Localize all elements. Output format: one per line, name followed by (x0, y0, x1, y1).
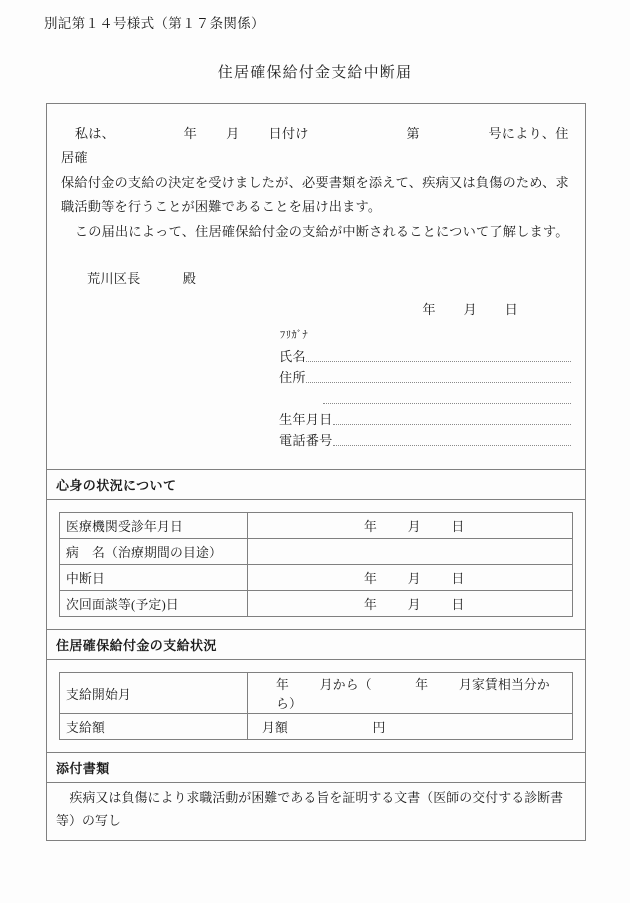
declaration-line-3: 職活動等を行うことが困難であることを届け出ます。 (61, 199, 382, 215)
section-health-table-wrap (47, 500, 585, 629)
form-main-box (46, 103, 586, 841)
health-row-2-month: 月 (407, 572, 421, 587)
applicant-address-cont-row (279, 386, 571, 407)
submission-year-label: 年 (422, 302, 436, 318)
addressee-line (61, 268, 571, 287)
applicant-birthdate-input[interactable] (333, 424, 571, 425)
submission-date-line (61, 299, 571, 318)
payment-start-label: 支給開始月 (60, 673, 248, 714)
health-row-0-month: 月 (407, 520, 421, 535)
applicant-name-input[interactable] (306, 361, 571, 362)
health-row-0-year: 年 (364, 520, 377, 535)
health-row-2-value[interactable] (248, 565, 573, 591)
health-row-1-label: 病 名（治療期間の目途） (60, 539, 248, 565)
payment-status-table (59, 672, 573, 740)
table-row (60, 714, 573, 740)
form-code-label: 別記第１４号様式（第１７条関係） (44, 16, 265, 31)
health-row-0-value[interactable] (248, 513, 573, 539)
declaration-day-duke: 日付け (268, 126, 309, 141)
table-row (60, 591, 573, 617)
applicant-name-label: 氏名 (279, 349, 306, 365)
declaration-month: 月 (226, 126, 240, 141)
applicant-birthdate-row (279, 407, 571, 428)
section-payment-table-wrap (47, 660, 585, 752)
health-row-2-day: 日 (451, 572, 465, 587)
payment-start-month-rent: 月家賃相当分から） (276, 678, 550, 712)
furigana-label: ﾌﾘｶﾞﾅ (280, 329, 309, 342)
table-row (60, 513, 573, 539)
applicant-birthdate-label: 生年月日 (279, 412, 333, 428)
applicant-phone-row (279, 428, 571, 449)
payment-amount-label: 支給額 (60, 714, 248, 740)
section-health-heading: 心身の状況について (47, 469, 585, 500)
health-row-0-label: 医療機関受診年月日 (60, 513, 248, 539)
submission-day-label: 日 (504, 302, 518, 318)
declaration-gou: 号により、住居確 (61, 126, 569, 166)
table-row (60, 565, 573, 591)
declaration-line-4: この届出によって、住居確保給付金の支給が中断されることについて了解します。 (74, 223, 569, 239)
declaration-block (47, 104, 585, 469)
table-row (60, 673, 573, 714)
declaration-year: 年 (183, 126, 198, 141)
health-row-3-label: 次回面談等(予定)日 (60, 591, 248, 617)
health-row-2-label: 中断日 (60, 565, 248, 591)
addressee-name: 荒川区長 (87, 271, 141, 287)
payment-start-year2: 年 (415, 678, 429, 693)
health-row-3-year: 年 (364, 598, 377, 613)
applicant-address-row (279, 365, 571, 386)
applicant-address-label: 住所 (279, 370, 306, 386)
health-row-0-day: 日 (451, 520, 465, 535)
table-row (60, 539, 573, 565)
payment-start-value[interactable] (248, 673, 573, 714)
addressee-honorific: 殿 (182, 271, 197, 287)
applicant-phone-label: 電話番号 (279, 433, 333, 449)
section-attachment-body: 疾病又は負傷により求職活動が困難である旨を証明する文書（医師の交付する診断書等）の写し (56, 791, 564, 828)
health-row-3-day: 日 (451, 598, 465, 613)
payment-amount-value[interactable] (248, 714, 573, 740)
submission-month-label: 月 (463, 302, 477, 318)
payment-amount-monthly-label: 月額 (262, 721, 288, 736)
health-row-3-month: 月 (407, 598, 421, 613)
applicant-address-cont-input[interactable] (323, 403, 571, 404)
payment-amount-unit: 円 (372, 721, 386, 736)
applicant-address-input[interactable] (306, 382, 571, 383)
health-row-1-value[interactable] (248, 539, 573, 565)
payment-start-month-from: 月から（ (319, 678, 372, 693)
health-condition-table (59, 512, 573, 617)
health-row-2-year: 年 (364, 572, 377, 587)
section-attachment-heading: 添付書類 (47, 752, 585, 783)
section-payment-heading: 住居確保給付金の支給状況 (47, 629, 585, 660)
applicant-phone-input[interactable] (333, 445, 571, 446)
payment-start-year: 年 (276, 678, 289, 693)
declaration-watashiwa: 私は、 (74, 126, 116, 141)
applicant-name-row (279, 344, 571, 365)
document-title: 住居確保給付金支給中断届 (217, 65, 413, 81)
declaration-dai: 第 (406, 126, 420, 141)
health-row-3-value[interactable] (248, 591, 573, 617)
declaration-line-1 (61, 122, 571, 171)
declaration-line-2: 保給付金の支給の決定を受けましたが、必要書類を添えて、疾病又は負傷のため、求 (61, 174, 569, 190)
applicant-fields (61, 327, 571, 463)
